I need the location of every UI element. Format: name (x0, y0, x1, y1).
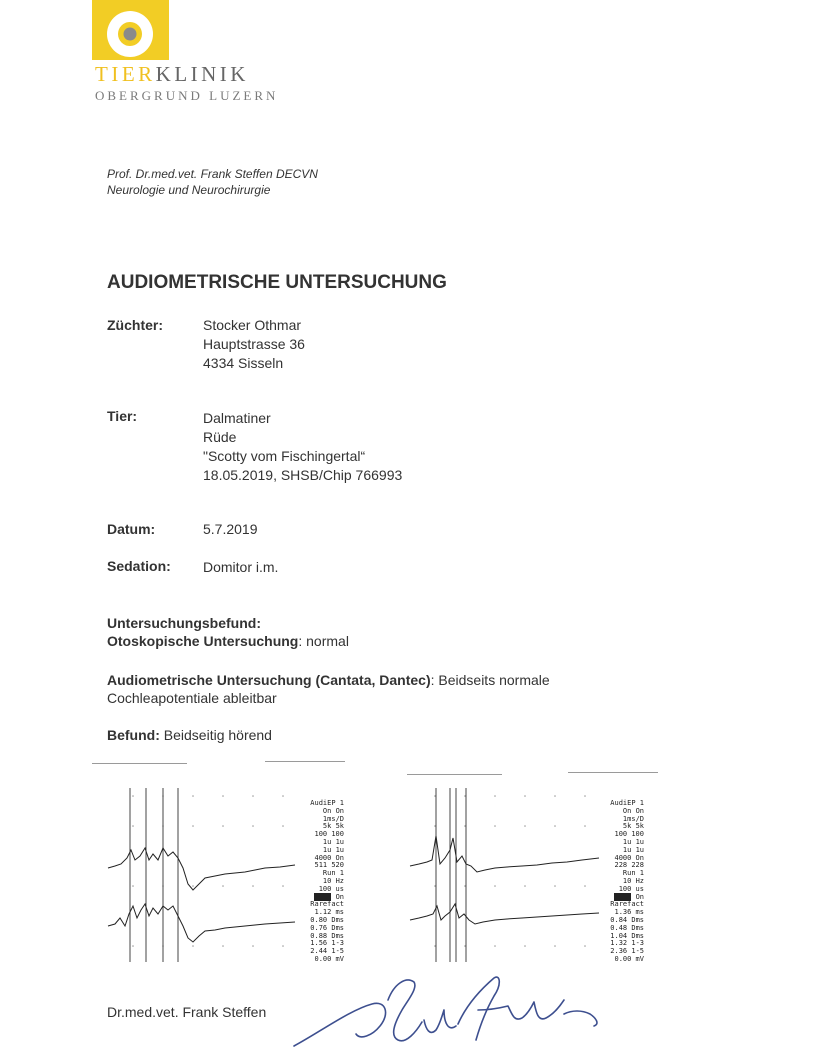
date-label: Datum: (107, 521, 156, 537)
animal-line: Dalmatiner (203, 410, 271, 426)
breeder-line: 4334 Sisseln (203, 355, 284, 371)
scan-rule (568, 772, 658, 773)
scan-rule (92, 763, 187, 764)
scan-rule (407, 774, 502, 775)
result-label: Befund: (107, 727, 160, 743)
audiometric-block (107, 671, 647, 707)
right-settings-panel: AudiEP 1 On On 1ms/D 5k 5k 100 100 1u 1u 1u 1u 4000 On 228 228 Run 1 10 Hz 100 us On Rarefact 1.36 ms 0.84 Dms 0.48 Dms 1.04 Dms 1.32 1-3 2.36 1-5 0.00 mV (610, 799, 644, 963)
clinic-name-part-a: TIER (95, 62, 156, 86)
signatory-name: Dr.med.vet. Frank Steffen (107, 1004, 267, 1020)
breeder-line: Hauptstrasse 36 (203, 336, 305, 352)
scan-rule (265, 761, 345, 762)
sedation-value: Domitor i.m. (203, 559, 279, 575)
clinic-location: OBERGRUND LUZERN (95, 88, 279, 103)
animal-label: Tier: (107, 408, 138, 424)
selected-indicator (614, 893, 631, 901)
handwritten-signature (290, 970, 620, 1056)
left-ear-waveform (105, 786, 305, 966)
findings-block (107, 614, 707, 650)
animal-line: 18.05.2019, SHSB/Chip 766993 (203, 467, 403, 483)
result-block (107, 726, 707, 744)
date-value: 5.7.2019 (203, 521, 258, 537)
left-settings-panel: AudiEP 1 On On 1ms/D 5k 5k 100 100 1u 1u 1u 1u 4000 On 511 520 Run 1 10 Hz 100 us On Rarefact 1.12 ms 0.80 Dms 0.76 Dms 0.88 Dms 1.56 1-3 2.44 1-5 0.00 mV (310, 799, 344, 963)
otoscopic-value: : normal (298, 633, 349, 649)
selected-indicator (314, 893, 331, 901)
breeder-address (203, 316, 305, 373)
sedation-label: Sedation: (107, 558, 171, 574)
audiometric-label: Audiometrische Untersuchung (Cantata, Dantec) (107, 672, 431, 688)
otoscopic-label: Otoskopische Untersuchung (107, 633, 299, 649)
clinic-name (95, 62, 249, 87)
doctor-header (107, 166, 318, 198)
animal-details (203, 409, 402, 485)
result-value: Beidseitig hörend (159, 727, 272, 743)
animal-line: Rüde (203, 429, 237, 445)
findings-heading: Untersuchungsbefund: (107, 615, 261, 631)
logo-circle-icon (92, 0, 169, 60)
clinic-name-part-b: KLINIK (155, 62, 249, 86)
breeder-label: Züchter: (107, 317, 163, 333)
logo-mark (92, 0, 169, 60)
doctor-specialty: Neurologie und Neurochirurgie (107, 183, 271, 197)
doctor-name: Prof. Dr.med.vet. Frank Steffen DECVN (107, 167, 318, 181)
page-title: AUDIOMETRISCHE UNTERSUCHUNG (107, 272, 447, 293)
audiometric-value: : Beidseits normale Cochleapotentiale ableitbar (107, 672, 550, 706)
breeder-line: Stocker Othmar (203, 317, 302, 333)
right-ear-waveform (407, 786, 607, 966)
animal-line: "Scotty vom Fischingertal“ (203, 448, 366, 464)
